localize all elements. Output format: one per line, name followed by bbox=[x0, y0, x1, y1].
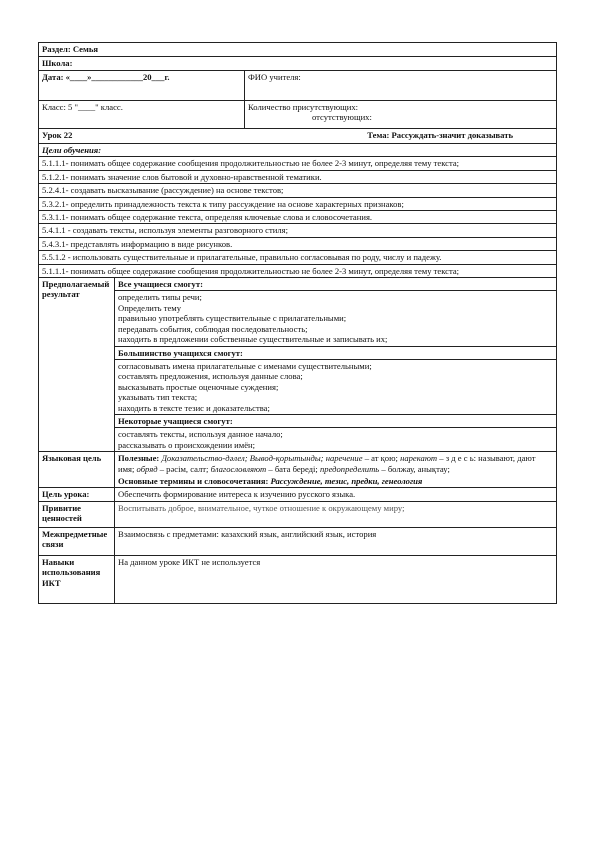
lesson-theme: Тема: Рассуждать-значит доказывать bbox=[367, 130, 514, 140]
lesson-plan-table bbox=[38, 42, 557, 604]
results-some-list bbox=[115, 428, 557, 452]
cross-label: Межпредметные связи bbox=[39, 527, 115, 555]
language-content bbox=[115, 452, 557, 488]
results-all-title: Все учащиеся смогут: bbox=[115, 278, 557, 291]
section-cell: Раздел: Семья bbox=[39, 43, 557, 57]
lesson-row bbox=[39, 129, 557, 144]
goal-item: 5.3.1.1- понимать общее содержание текста, определяя ключевые слова и словосочетания. bbox=[39, 211, 557, 224]
goals-title: Цели обучения: bbox=[39, 144, 557, 157]
list-item: находить в предложении собственные существительные и записывать их; bbox=[118, 334, 388, 345]
goal-item: 5.2.4.1- создавать высказывание (рассуждение) на основе текстов; bbox=[39, 184, 557, 197]
list-item: указывать тип текста; bbox=[118, 392, 198, 403]
attendance-present: Количество присутствующих: bbox=[248, 102, 359, 112]
goal-item: 5.4.3.1- представлять информацию в виде рисунков. bbox=[39, 237, 557, 250]
vocab-predopr: предопределить bbox=[319, 463, 380, 474]
goal-item: 5.3.2.1- определить принадлежность текста к типу рассуждение на основе характерных признаков; bbox=[39, 197, 557, 210]
goal-item: 5.4.1.1 - создавать тексты, используя элементы разговорного стиля; bbox=[39, 224, 557, 237]
values-label: Привитие ценностей bbox=[39, 501, 115, 527]
results-most-list bbox=[115, 359, 557, 414]
lesson-number: Урок 22 bbox=[42, 130, 73, 140]
vocab-blago: благословляют bbox=[210, 463, 267, 474]
lesson-goal-label: Цель урока: bbox=[39, 488, 115, 501]
vocab-blago-tail: – бата береді; bbox=[266, 463, 320, 474]
vocab-predopr-tail: – болжау, анықтау; bbox=[379, 463, 450, 474]
terms-label: Основные термины и словосочетания: bbox=[118, 475, 271, 486]
terms-text: Рассуждение, тезис, предки, генеология bbox=[270, 475, 423, 486]
goal-item: 5.1.1.1- понимать общее содержание сообщения продолжительностью не более 2-3 минут, определяя тему текста; bbox=[39, 264, 557, 277]
results-all-list bbox=[115, 291, 557, 346]
attendance-cell bbox=[245, 101, 557, 129]
lesson-goal-text: Обеспечить формирование интереса к изучению русского языка. bbox=[115, 488, 557, 501]
school-cell: Школа: bbox=[39, 57, 557, 71]
vocab-narekayut: нарекают bbox=[400, 453, 438, 464]
list-item: составлять предложения, используя данные слова; bbox=[118, 371, 303, 382]
results-label: Предполагаемый результат bbox=[39, 278, 115, 452]
vocab-koz: – ат қою; bbox=[362, 453, 398, 464]
language-label: Языковая цель bbox=[39, 452, 115, 488]
results-most-title: Большинство учащихся смогут: bbox=[115, 346, 557, 359]
vocab-obryad: обряд bbox=[136, 463, 158, 474]
list-item: согласовывать имена прилагательные с именами существительными; bbox=[118, 360, 372, 371]
attendance-absent: отсутствующих: bbox=[312, 112, 372, 123]
class-cell: Класс: 5 "____" класс. bbox=[39, 101, 245, 129]
vocab-obryad-tail: – рәсім, салт; bbox=[157, 463, 211, 474]
vocab-dokaz: Доказательство-дәлел; Вывод-қорытынды; наречение bbox=[161, 453, 363, 464]
list-item: высказывать простые оценочные суждения; bbox=[118, 381, 279, 392]
teacher-cell: ФИО учителя: bbox=[245, 71, 557, 101]
list-item: составлять тексты, используя данное начало; bbox=[118, 429, 283, 440]
list-item: правильно употреблять существительные с прилагательными; bbox=[118, 313, 347, 324]
ict-label: Навыки использования ИКТ bbox=[39, 555, 115, 603]
list-item: Определить тему bbox=[118, 302, 182, 313]
list-item: определить типы речи; bbox=[118, 292, 202, 303]
poleznye-label: Полезные: bbox=[118, 453, 160, 464]
values-text: Воспитывать доброе, внимательное, чуткое отношение к окружающему миру; bbox=[115, 501, 557, 527]
cross-text: Взаимосвязь с предметами: казахский язык, английский язык, история bbox=[115, 527, 557, 555]
goal-item: 5.1.2.1- понимать значение слов бытовой и духовно-нравственной тематики. bbox=[39, 170, 557, 183]
list-item: передавать события, соблюдая последовательность; bbox=[118, 323, 308, 334]
results-some-title: Некоторые учащиеся смогут: bbox=[115, 414, 557, 427]
vocab-narekayut-tail: – з д е с ь: называют, дают имя; bbox=[118, 453, 536, 474]
list-item: находить в тексте тезис и доказательства; bbox=[118, 402, 270, 413]
list-item: рассказывать о происхождении имён; bbox=[118, 439, 256, 450]
goal-item: 5.5.1.2 - использовать существительные и прилагательные, правильно согласовывая по роду, числу и падежу. bbox=[39, 251, 557, 264]
goal-item: 5.1.1.1- понимать общее содержание сообщения продолжительностью не более 2-3 минут, определяя тему текста; bbox=[39, 157, 557, 170]
ict-text: На данном уроке ИКТ не используется bbox=[115, 555, 557, 603]
date-cell: Дата: «____»____________20___г. bbox=[39, 71, 245, 101]
